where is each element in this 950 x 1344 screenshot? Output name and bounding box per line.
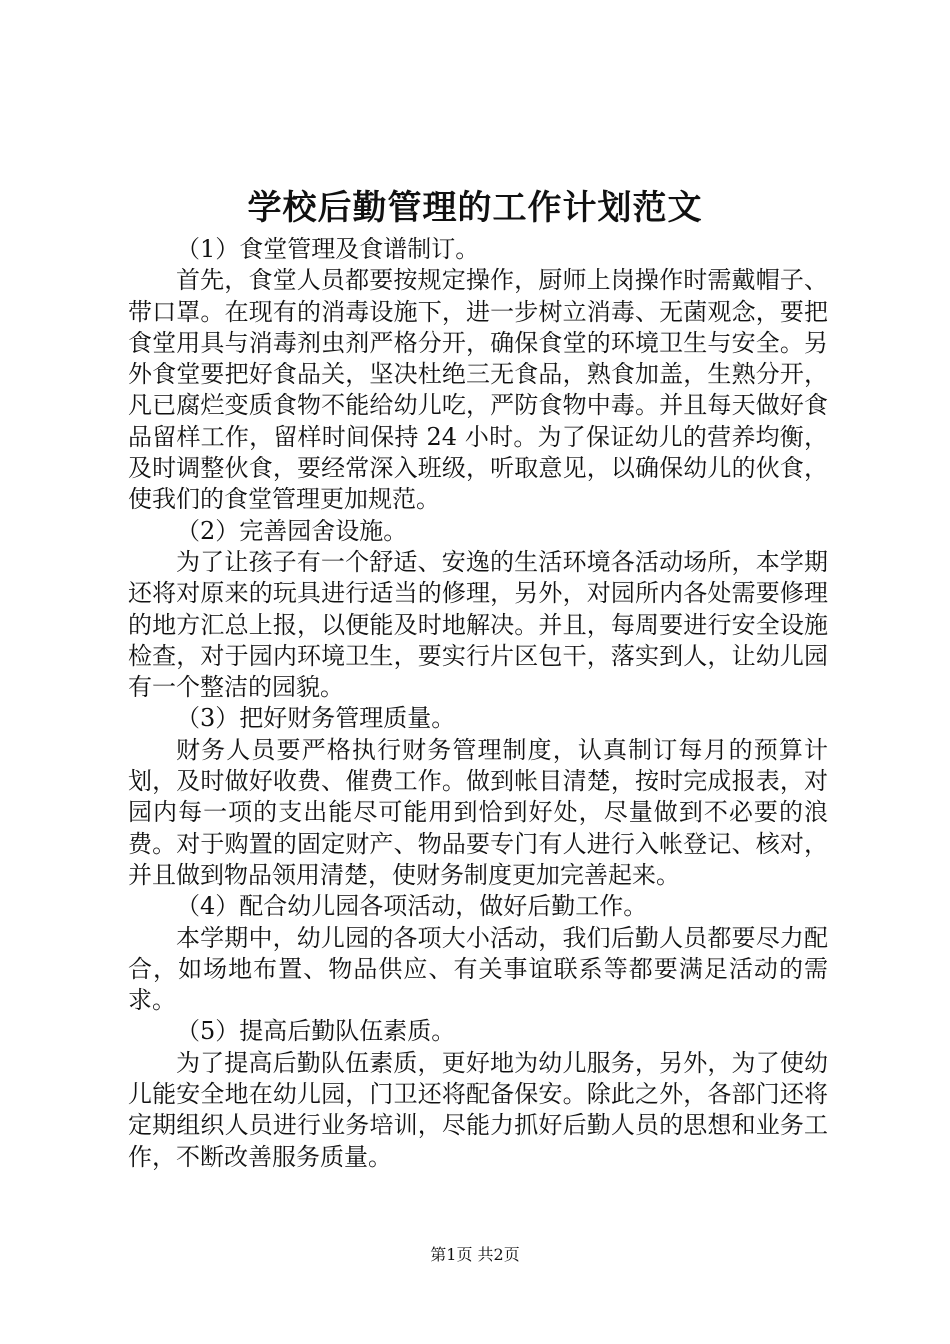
section-heading-2: （2）完善园舍设施。 [176, 516, 408, 545]
section-heading-5: （5）提高后勤队伍素质。 [176, 1017, 456, 1046]
page-number-footer: 第1页 共2页 [430, 1245, 520, 1264]
paragraph-1: 首先，食堂人员都要按规定操作，厨师上岗操作时需戴帽子、带口罩。在现有的消毒设施下，进一步树立消毒、无菌观念，要把食堂用具与消毒剂虫剂严格分开，确保食堂的环境卫生与安全。另外食堂要把好食品关，坚决杜绝三无食品，熟食加盖，生熟分开，凡已腐烂变质食物不能给幼儿吃，严防食物中毒。并且每天做好食品留样工作，留样时间保持 24 小时。为了保证幼儿的营养均衡，及时调整伙食，要经常深入班级，听取意见，以确保幼儿的伙食，使我们的食堂管理更加规范。 [128, 266, 828, 514]
document-title: 学校后勤管理的工作计划范文 [247, 188, 703, 228]
paragraph-5: 为了提高后勤队伍素质，更好地为幼儿服务，另外，为了使幼儿能安全地在幼儿园，门卫还将配备保安。除此之外，各部门还将定期组织人员进行业务培训，尽能力抓好后勤人员的思想和业务工作，不断改善服务质量。 [128, 1048, 828, 1171]
section-heading-1: （1）食堂管理及食谱制订。 [176, 235, 480, 263]
paragraph-2: 为了让孩子有一个舒适、安逸的生活环境各活动场所，本学期还将对原来的玩具进行适当的修理，另外，对园所内各处需要修理的地方汇总上报，以便能及时地解决。并且，每周要进行安全设施检查，对于园内环境卫生，要实行片区包干，落实到人，让幼儿园有一个整洁的园貌。 [128, 547, 828, 702]
section-heading-3: （3）把好财务管理质量。 [176, 704, 456, 733]
paragraph-4: 本学期中，幼儿园的各项大小活动，我们后勤人员都要尽力配合，如场地布置、物品供应、有关事谊联系等都要满足活动的需求。 [128, 923, 828, 1015]
section-heading-4: （4）配合幼儿园各项活动，做好后勤工作。 [176, 892, 648, 921]
document-body [128, 234, 828, 1173]
paragraph-3: 财务人员要严格执行财务管理制度，认真制订每月的预算计划，及时做好收费、催费工作。做到帐目清楚，按时完成报表，对园内每一项的支出能尽可能用到恰到好处，尽量做到不必要的浪费。对于购置的固定财产、物品要专门有人进行入帐登记、核对，并且做到物品领用清楚，使财务制度更加完善起来。 [128, 735, 828, 889]
